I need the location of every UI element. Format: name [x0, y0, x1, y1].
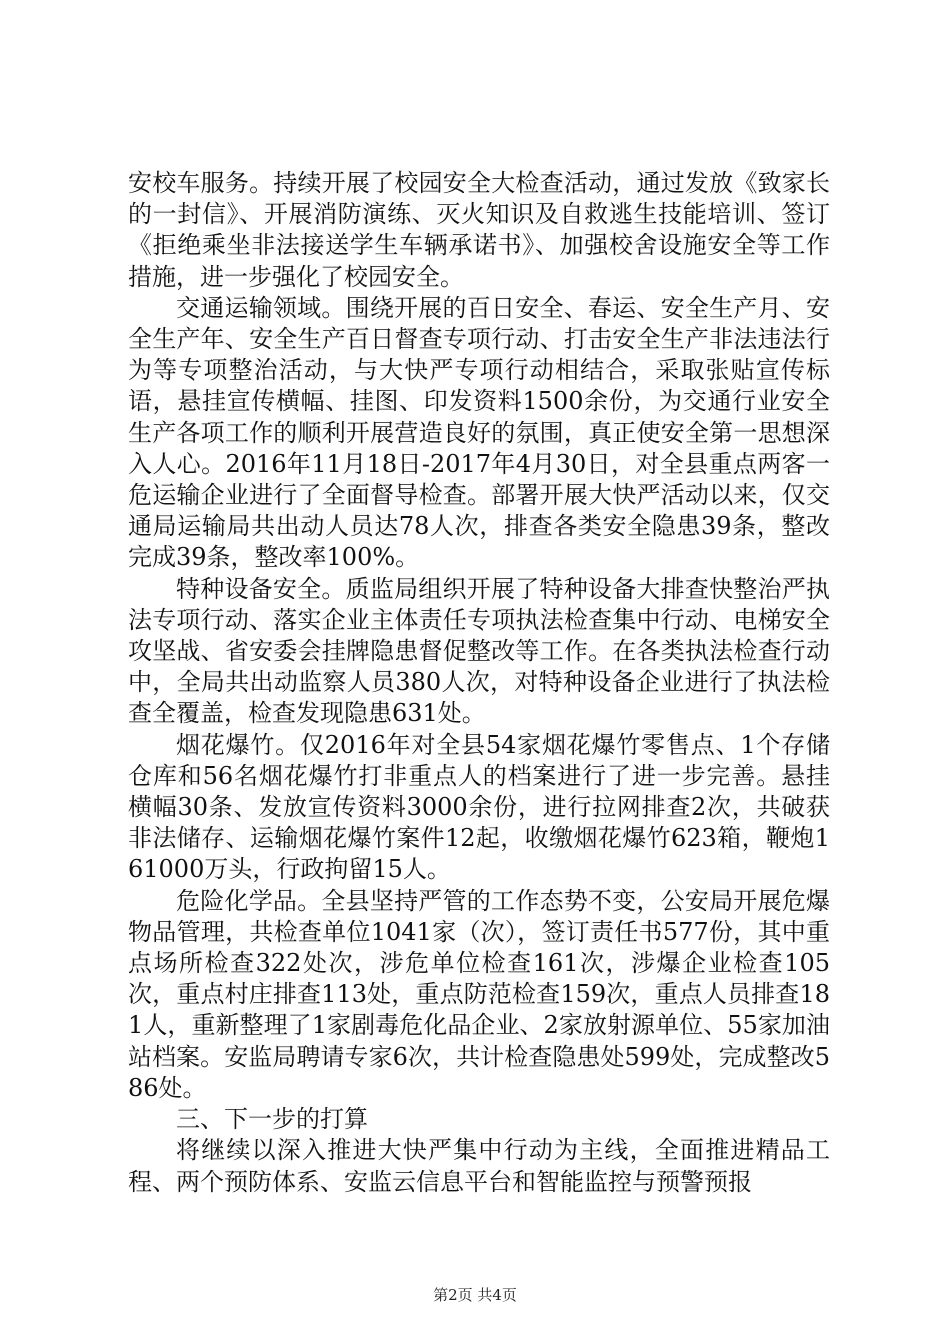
paragraph-fireworks: 烟花爆竹。仅2016年对全县54家烟花爆竹零售点、1个存储仓库和56名烟花爆竹打非重点人的档案进行了进一步完善。悬挂横幅30条、发放宣传资料3000余份，进行拉网排查2次，共破获非法储存、运输烟花爆竹案件12起，收缴烟花爆竹623箱，鞭炮161000万头，行政拘留15人。 [128, 730, 830, 884]
paragraph-transport: 交通运输领域。围绕开展的百日安全、春运、安全生产月、安全生产年、安全生产百日督查专项行动、打击安全生产非法违法行为等专项整治活动，与大快严专项行动相结合，采取张贴宣传标语，悬挂宣传横幅、挂图、印发资料1500余份，为交通行业安全生产各项工作的顺利开展营造良好的氛围，真正使安全第一思想深入人心。2016年11月18日-2017年4月30日，对全县重点两客一危运输企业进行了全面督导检查。部署开展大快严活动以来，仅交通局运输局共出动人员达78人次，排查各类安全隐患39条，整改完成39条，整改率100%。 [128, 293, 830, 572]
paragraph-hazardous-chemicals: 危险化学品。全县坚持严管的工作态势不变，公安局开展危爆物品管理，共检查单位1041家（次），签订责任书577份，其中重点场所检查322处次，涉危单位检查161次，涉爆企业检查105次，重点村庄排查113处，重点防范检查159次，重点人员排查181人，重新整理了1家剧毒危化品企业、2家放射源单位、55家加油站档案。安监局聘请专家6次，共计检查隐患处599处，完成整改586处。 [128, 886, 830, 1102]
section-heading-next-steps: 三、下一步的打算 [176, 1105, 368, 1134]
page-number-footer: 第2页 共4页 [433, 1286, 517, 1304]
paragraph-next-steps: 将继续以深入推进大快严集中行动为主线，全面推进精品工程、两个预防体系、安监云信息平台和智能监控与预警预报 [128, 1136, 830, 1196]
paragraph-school-safety: 安校车服务。持续开展了校园安全大检查活动，通过发放《致家长的一封信》、开展消防演练、灭火知识及自救逃生技能培训、签订《拒绝乘坐非法接送学生车辆承诺书》、加强校舍设施安全等工作措施，进一步强化了校园安全。 [128, 169, 830, 291]
paragraph-special-equipment: 特种设备安全。质监局组织开展了特种设备大排查快整治严执法专项行动、落实企业主体责任专项执法检查集中行动、电梯安全攻坚战、省安委会挂牌隐患督促整改等工作。在各类执法检查行动中，全局共出动监察人员380人次，对特种设备企业进行了执法检查全覆盖，检查发现隐患631处。 [128, 574, 830, 728]
document-body [128, 168, 830, 1198]
